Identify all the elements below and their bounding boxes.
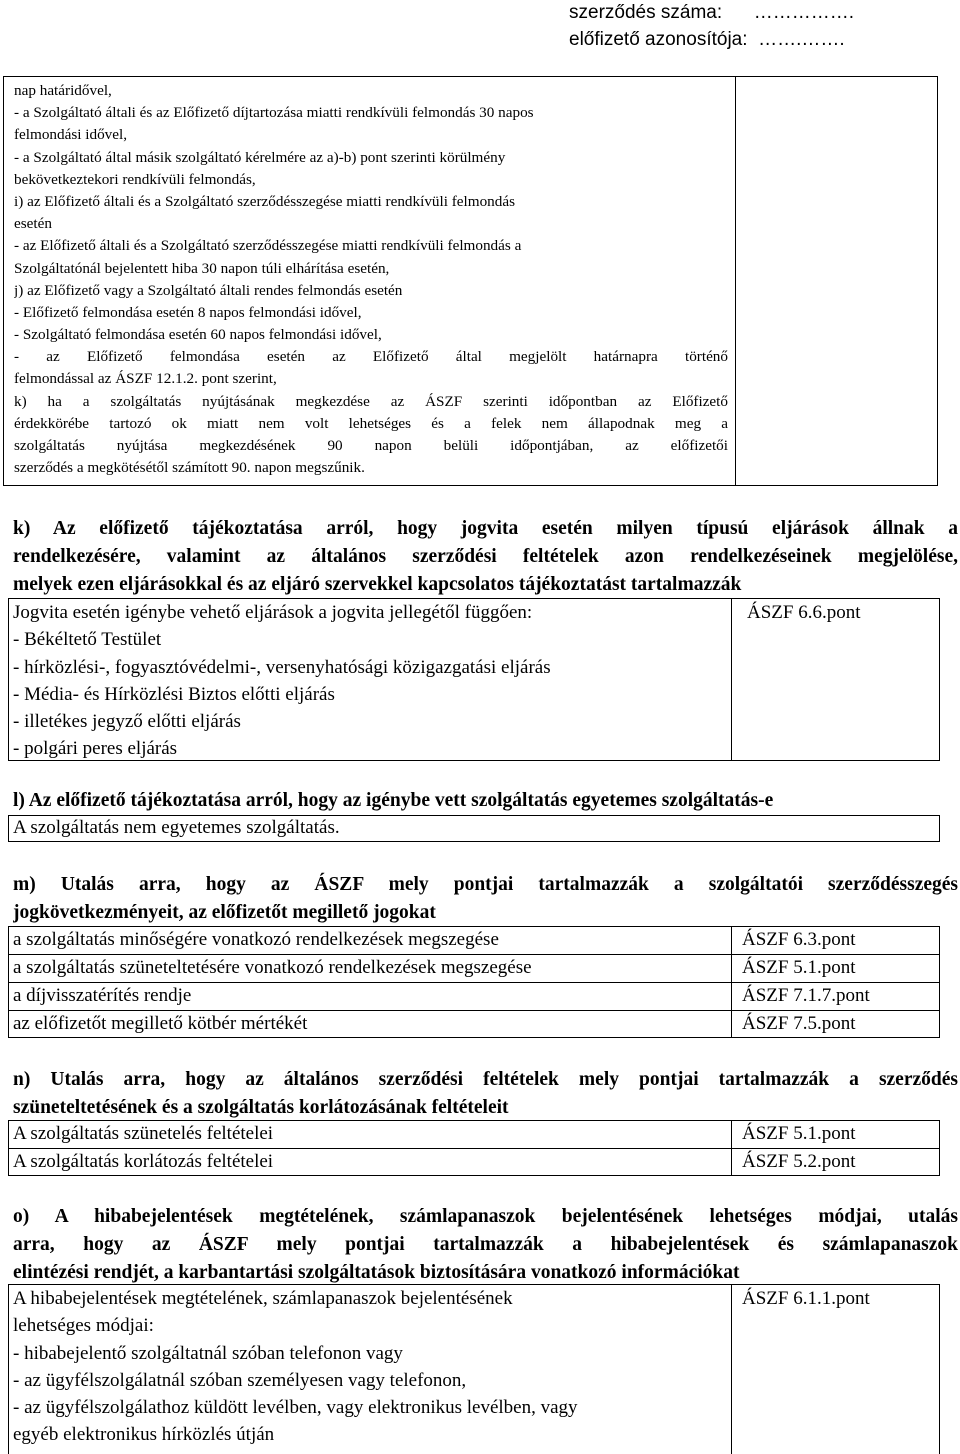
text-line: szerződés a megkötésétől számított 90. napon megszűnik.: [14, 459, 365, 477]
dispute-procedures-cell: [13, 599, 551, 763]
title-line: o) A hibabejelentések megtételének, számlapanaszok bejelentésének lehetséges módjai, utalás: [13, 1206, 958, 1227]
text-line: bekövetkeztekori rendkívüli felmondás,: [14, 170, 256, 188]
text-line: felmondással az ÁSZF 12.1.2. pont szerint,: [14, 370, 277, 388]
section-k-table: [8, 598, 940, 761]
section-m-table: [8, 926, 940, 1038]
section-k-ref: ÁSZF 6.6.pont: [747, 602, 861, 623]
title-line: n) Utalás arra, hogy az általános szerződési feltételek mely pontjai tartalmazzák a szerződés: [13, 1069, 958, 1090]
contract-number-label: szerződés száma: …………….: [569, 2, 855, 23]
text-line: érdekkörébe tartozó ok miatt nem volt lehetséges és a felek nem állapodnak meg a: [14, 414, 728, 432]
text-line: - az Előfizető általi és a Szolgáltató szerződésszegése miatti rendkívüli felmondás a: [14, 237, 522, 255]
section-l-table: [8, 815, 940, 842]
title-line: k) Az előfizető tájékoztatása arról, hogy jogvita esetén milyen típusú eljárások állnak a: [13, 518, 958, 539]
text-line: - hibabejelentő szolgáltatnál szóban telefonon vagy: [13, 1342, 403, 1364]
fault-report-methods-cell: [13, 1285, 578, 1449]
text-line: - az Előfizető felmondása esetén az Előfizető által megjelölt határnapra történő: [14, 348, 728, 366]
column-divider: [731, 1285, 732, 1454]
title-line: arra, hogy az ÁSZF mely pontjai tartalmazzák a hibabejelentések és számlapanaszok: [13, 1234, 958, 1255]
text-line: - az ügyfélszolgálathoz küldött levélben, vagy elektronikus levélben, vagy: [13, 1397, 578, 1419]
table-row-label: A szolgáltatás korlátozás feltételei: [13, 1151, 274, 1172]
table-row-ref: ÁSZF 7.5.pont: [742, 1013, 856, 1034]
section-n-table: [8, 1120, 940, 1176]
table-row-ref: ÁSZF 7.1.7.pont: [742, 985, 870, 1006]
text-line: - Előfizető felmondása esetén 8 napos felmondási idővel,: [14, 303, 362, 321]
title-line: m) Utalás arra, hogy az ÁSZF mely pontjai tartalmazzák a szolgáltatói szerződésszegés: [13, 874, 958, 895]
subscriber-id-label: előfizető azonosítója: …….…….: [569, 29, 845, 50]
table-row-label: a díjvisszatérítés rendje: [13, 985, 192, 1006]
text-line: A hibabejelentések megtételének, számlapanaszok bejelentésének: [13, 1288, 513, 1309]
table-row-label: a szolgáltatás minőségére vonatkozó rendelkezések megszegése: [13, 929, 499, 950]
section-o-title: [13, 1203, 958, 1287]
text-line: - hírközlési-, fogyasztóvédelmi-, versenyhatósági közigazgatási eljárás: [13, 656, 551, 678]
text-line: - polgári peres eljárás: [13, 738, 178, 760]
title-line: elintézési rendjét, a karbantartási szolgáltatások biztosítására vonatkozó információkat: [13, 1262, 740, 1283]
column-divider: [731, 599, 732, 760]
text-line: esetén: [14, 215, 52, 233]
text-line: k) ha a szolgáltatás nyújtásának megkezdése az ÁSZF szerinti időpontban az Előfizető: [14, 392, 728, 410]
universal-service-value: A szolgáltatás nem egyetemes szolgáltatás.: [13, 817, 340, 838]
text-line: - Szolgáltató felmondása esetén 60 napos felmondási idővel,: [14, 326, 382, 344]
table-row-ref: ÁSZF 5.1.pont: [742, 957, 856, 978]
title-line: l) Az előfizető tájékoztatása arról, hogy az igénybe vett szolgáltatás egyetemes szolgáltatás-e: [13, 790, 774, 811]
text-line: szolgáltatás nyújtása megkezdésének 90 napon belüli időpontjában, az előfizetői: [14, 437, 728, 454]
section-m-title: [13, 871, 958, 927]
section-o-table: [8, 1284, 940, 1454]
section-o-ref: ÁSZF 6.1.1.pont: [742, 1288, 870, 1309]
text-line: - illetékes jegyző előtti eljárás: [13, 711, 241, 733]
title-line: rendelkezésére, valamint az általános szerződési feltételek azon rendelkezéseinek megjelölése,: [13, 546, 958, 567]
text-line: nap határidővel,: [14, 82, 112, 99]
title-line: jogkövetkezményeit, az előfizetőt megillető jogokat: [13, 902, 436, 923]
termination-text-cell: [4, 77, 736, 485]
termination-table: [3, 76, 938, 486]
text-line: - a Szolgáltató által másik szolgáltató kérelmére az a)-b) pont szerinti körülmény: [14, 148, 506, 166]
table-row-ref: ÁSZF 5.2.pont: [742, 1151, 856, 1172]
text-line: - a Szolgáltató általi és az Előfizető díjtartozása miatti rendkívüli felmondás 30 napos: [14, 104, 534, 122]
text-line: egyéb elektronikus hírközlés útján: [13, 1424, 275, 1446]
text-line: i) az Előfizető általi és a Szolgáltató szerződésszegése miatti rendkívüli felmondás: [14, 192, 516, 210]
title-line: melyek ezen eljárásokkal és az eljáró szervekkel kapcsolatos tájékoztatást tartalmazzák: [13, 574, 742, 595]
text-line: - Média- és Hírközlési Biztos előtti eljárás: [13, 683, 335, 705]
title-line: szüneteltetésének és a szolgáltatás korlátozásának feltételeit: [13, 1097, 509, 1118]
table-row-label: A szolgáltatás szünetelés feltételei: [13, 1123, 274, 1144]
text-line: - az ügyfélszolgálatnál szóban személyesen vagy telefonon,: [13, 1369, 467, 1391]
table-row-label: a szolgáltatás szüneteltetésére vonatkozó rendelkezések megszegése: [13, 957, 532, 978]
table-row-ref: ÁSZF 6.3.pont: [742, 929, 856, 950]
table-row-ref: ÁSZF 5.1.pont: [742, 1123, 856, 1144]
table-row-label: az előfizetőt megillető kötbér mértékét: [13, 1013, 308, 1034]
section-k-title: [13, 515, 958, 599]
section-l-title: [13, 787, 958, 815]
section-n-title: [13, 1066, 958, 1122]
text-line: lehetséges módjai:: [13, 1315, 154, 1337]
text-line: felmondási idővel,: [14, 126, 128, 144]
text-line: j) az Előfizető vagy a Szolgáltató általi rendes felmondás esetén: [14, 281, 403, 299]
text-line: Jogvita esetén igénybe vehető eljárások a jogvita jellegétől függően:: [13, 602, 533, 623]
text-line: Szolgáltatónál bejelentett hiba 30 napon túli elhárítása esetén,: [14, 259, 390, 277]
text-line: - Békéltető Testület: [13, 629, 162, 651]
